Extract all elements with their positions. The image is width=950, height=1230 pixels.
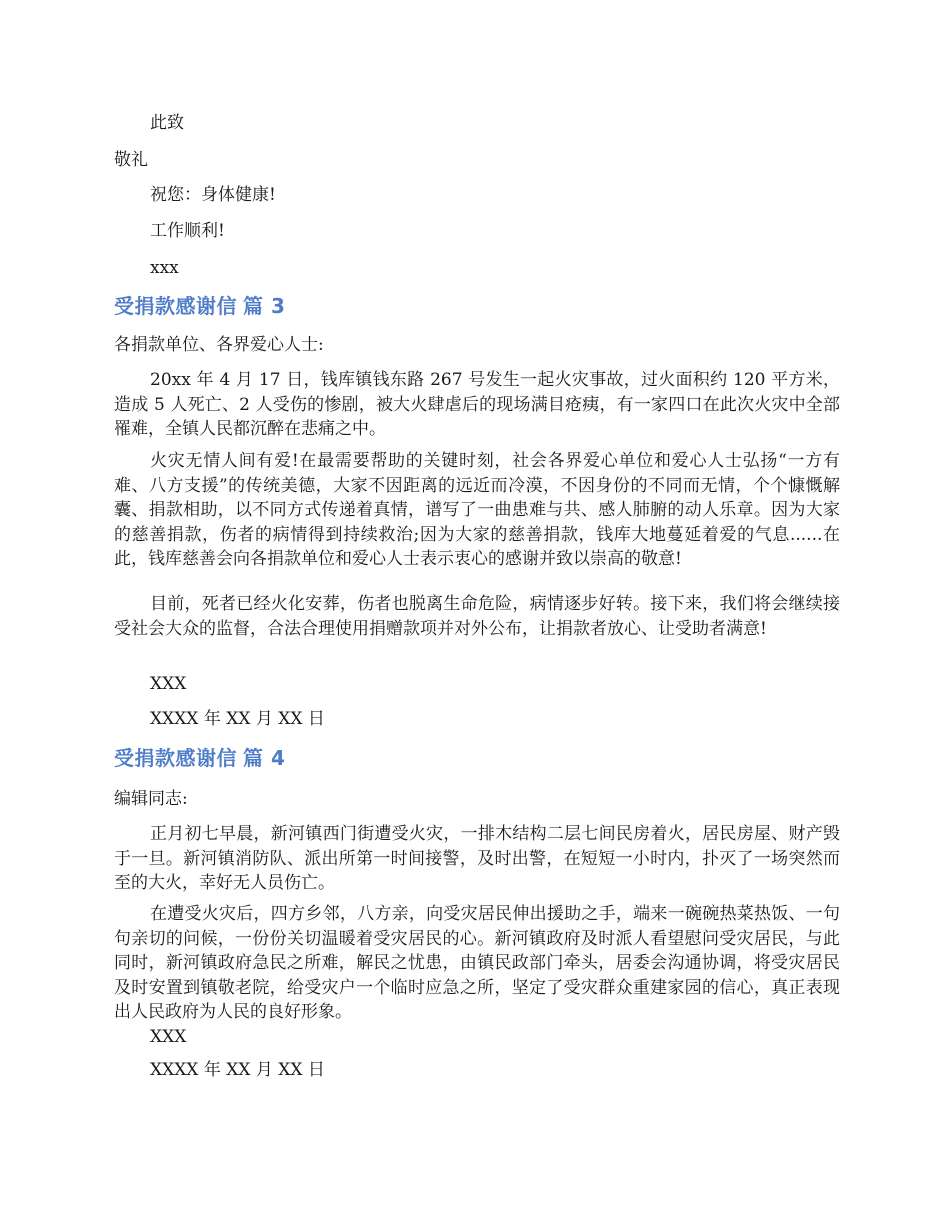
closing-cizhi: 此致: [150, 113, 184, 133]
section-3-paragraph-1: 20xx 年 4 月 17 日，钱库镇钱东路 267 号发生一起火灾事故，过火面积约 120 平方米，造成 5 人死亡、2 人受伤的惨剧，被大火肆虐后的现场满目疮痍，有一家四口在此次火灾中全部罹难，全镇人民都沉醉在悲痛之中。: [114, 370, 840, 439]
section-4-title: 受捐款感谢信: [114, 746, 237, 770]
section-4-paragraph-2: 在遭受火灾后，四方乡邻，八方亲，向受灾居民伸出援助之手，端来一碗碗热菜热饭、一句句亲切的问候，一份份关切温暖着受灾居民的心。新河镇政府及时派人看望慰问受灾居民，与此同时，新河镇政府急民之所难，解民之忧患，由镇民政部门牵头，居委会沟通协调，将受灾居民及时安置到镇敬老院，给受灾户一个临时应急之所，坚定了受灾群众重建家园的信心，真正表现出人民政府为人民的良好形象。: [114, 904, 840, 1022]
section-3-heading: [114, 292, 285, 320]
closing-signer: xxx: [150, 258, 179, 278]
section-3-date: XXXX 年 XX 月 XX 日: [150, 709, 325, 729]
closing-jingli: 敬礼: [114, 150, 148, 170]
section-3-signer: XXX: [150, 674, 187, 694]
section-4-salutation: 编辑同志:: [114, 789, 188, 809]
section-3-title: 受捐款感谢信: [114, 294, 237, 318]
closing-wish-health: 祝您：身体健康!: [150, 185, 276, 205]
closing-wish-work: 工作顺利!: [150, 221, 225, 241]
section-4-date: XXXX 年 XX 月 XX 日: [150, 1060, 325, 1080]
section-3-number: 篇 3: [243, 294, 286, 318]
section-3-salutation: 各捐款单位、各界爱心人士:: [114, 335, 324, 355]
section-4-signer: XXX: [150, 1027, 187, 1047]
section-3-paragraph-2: 火灾无情人间有爱!在最需要帮助的关键时刻，社会各界爱心单位和爱心人士弘扬“一方有难、八方支援”的传统美德，大家不因距离的远近而冷漠，不因身份的不同而无情，个个慷慨解囊、捐款相助，以不同方式传递着真情，谱写了一曲患难与共、感人肺腑的动人乐章。因为大家的慈善捐款，伤者的病情得到持续救治;因为大家的慈善捐款，钱库大地蔓延着爱的气息......在此，钱库慈善会向各捐款单位和爱心人士表示衷心的感谢并致以崇高的敬意!: [114, 451, 840, 569]
section-4-number: 篇 4: [243, 746, 286, 770]
section-4-heading: [114, 744, 285, 772]
section-3-paragraph-3: 目前，死者已经火化安葬，伤者也脱离生命危险，病情逐步好转。接下来，我们将会继续接受社会大众的监督，合法合理使用捐赠款项并对外公布，让捐款者放心、让受助者满意!: [114, 594, 840, 639]
section-4-paragraph-1: 正月初七早晨，新河镇西门街遭受火灾，一排木结构二层七间民房着火，居民房屋、财产毁于一旦。新河镇消防队、派出所第一时间接警，及时出警，在短短一小时内，扑灭了一场突然而至的大火，幸好无人员伤亡。: [114, 824, 840, 893]
